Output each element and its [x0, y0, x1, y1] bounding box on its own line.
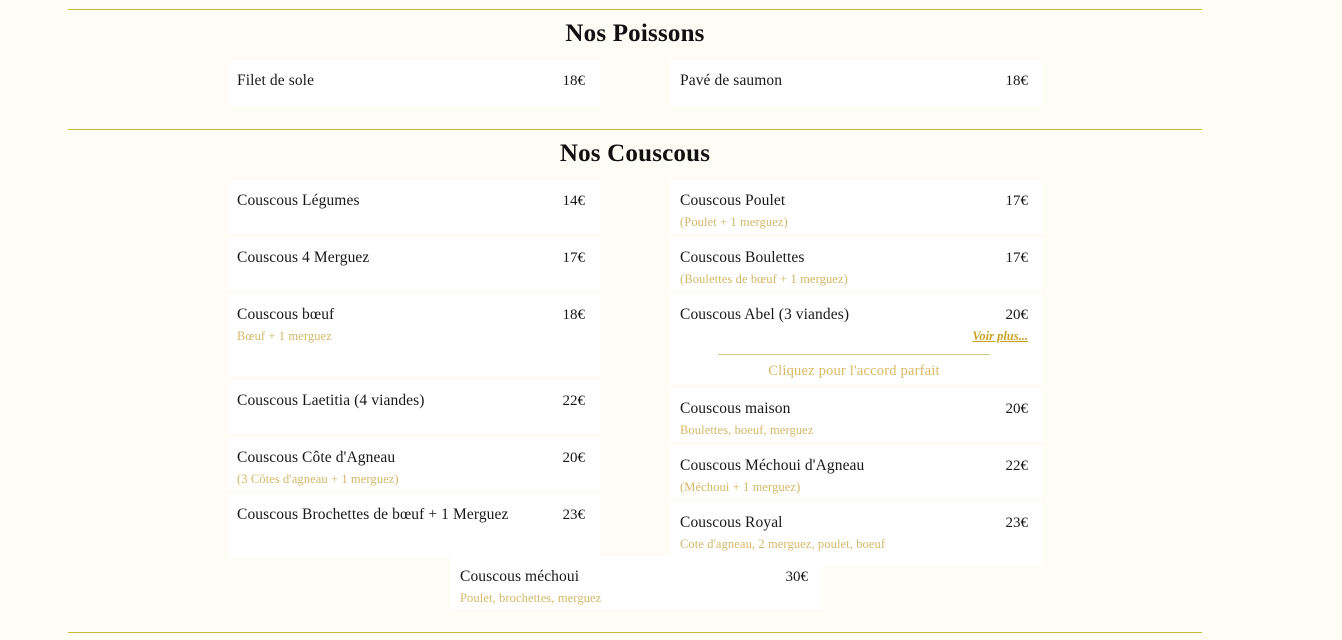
menu-item-row — [237, 305, 585, 324]
menu-grid-poissons — [228, 60, 1043, 111]
menu-item-name: Couscous Côte d'Agneau — [237, 449, 396, 466]
menu-item-row — [237, 71, 585, 90]
menu-item-card[interactable] — [228, 494, 600, 558]
menu-item-row — [680, 399, 1028, 418]
section-divider-top — [68, 9, 1202, 10]
menu-item-card[interactable] — [228, 180, 600, 233]
menu-item-card[interactable] — [228, 60, 600, 107]
menu-item-price: 20€ — [1005, 401, 1028, 417]
voir-plus-link[interactable]: Voir plus... — [972, 329, 1028, 344]
menu-item-price: 18€ — [1005, 73, 1028, 89]
menu-item-price: 23€ — [562, 507, 585, 523]
menu-item-description: (Boulettes de bœuf + 1 merguez) — [680, 272, 848, 287]
menu-item-price: 18€ — [562, 307, 585, 323]
menu-item-card[interactable] — [671, 388, 1043, 441]
menu-item-description: Poulet, brochettes, merguez — [460, 591, 602, 606]
menu-item-description: Bœuf + 1 merguez — [237, 329, 332, 344]
menu-item-price: 22€ — [562, 393, 585, 409]
menu-item-row — [460, 567, 808, 586]
menu-item-price: 17€ — [1005, 193, 1028, 209]
menu-item-row — [680, 456, 1028, 475]
menu-item-row — [680, 248, 1028, 267]
menu-item-description: Boulettes, boeuf, merguez — [680, 423, 814, 438]
section-divider-bottom — [68, 632, 1202, 633]
menu-item-price: 20€ — [562, 450, 585, 466]
menu-item-price: 17€ — [1005, 250, 1028, 266]
menu-column-right-couscous — [671, 180, 1043, 570]
menu-item-description: (Poulet + 1 merguez) — [680, 215, 788, 230]
menu-item-card-featured[interactable] — [451, 556, 823, 609]
section-divider-middle — [68, 129, 1202, 130]
menu-column-left-poissons — [228, 60, 600, 111]
menu-item-description: (3 Côtes d'agneau + 1 merguez) — [237, 472, 399, 487]
menu-item-card[interactable] — [671, 237, 1043, 290]
menu-item-row — [680, 513, 1028, 532]
menu-item-card[interactable] — [671, 60, 1043, 107]
menu-item-row — [237, 505, 585, 524]
menu-item-price: 18€ — [562, 73, 585, 89]
menu-item-price: 14€ — [562, 193, 585, 209]
menu-item-card[interactable] — [228, 294, 600, 376]
section-title-couscous: Nos Couscous — [559, 140, 711, 167]
menu-item-name: Couscous Poulet — [680, 192, 786, 209]
menu-item-row — [237, 191, 585, 210]
menu-item-name: Couscous Méchoui d'Agneau — [680, 457, 865, 474]
menu-item-row — [237, 391, 585, 410]
section-title-poissons: Nos Poissons — [565, 20, 705, 47]
menu-item-card[interactable] — [228, 237, 600, 290]
menu-item-card[interactable] — [671, 445, 1043, 498]
menu-item-name: Couscous Boulettes — [680, 249, 805, 266]
menu-item-name: Couscous bœuf — [237, 306, 335, 323]
menu-item-price: 20€ — [1005, 307, 1028, 323]
menu-column-left-couscous — [228, 180, 600, 570]
menu-item-row — [237, 448, 585, 467]
menu-item-price: 22€ — [1005, 458, 1028, 474]
menu-item-card[interactable] — [228, 380, 600, 433]
menu-item-name: Couscous Royal — [680, 514, 783, 531]
menu-item-description: Cote d'agneau, 2 merguez, poulet, boeuf — [680, 537, 886, 552]
menu-item-name: Couscous Légumes — [237, 192, 360, 209]
promo-divider — [718, 354, 990, 355]
menu-item-price: 17€ — [562, 250, 585, 266]
menu-item-name: Couscous Abel (3 viandes) — [680, 306, 850, 323]
menu-item-row — [680, 305, 1028, 324]
promo-link-row — [680, 327, 1028, 345]
menu-item-name: Couscous Brochettes de bœuf + 1 Merguez — [237, 506, 509, 523]
menu-item-card[interactable] — [671, 180, 1043, 233]
menu-item-name: Filet de sole — [237, 72, 315, 89]
menu-item-price: 23€ — [1005, 515, 1028, 531]
menu-item-description: (Méchoui + 1 merguez) — [680, 480, 801, 495]
menu-item-row — [680, 71, 1028, 90]
menu-item-row — [680, 191, 1028, 210]
menu-item-row — [237, 248, 585, 267]
menu-item-card[interactable] — [228, 437, 600, 490]
menu-column-right-poissons — [671, 60, 1043, 111]
menu-item-card-promo[interactable] — [671, 294, 1043, 384]
menu-item-name: Couscous Laetitia (4 viandes) — [237, 392, 425, 409]
promo-cta-label[interactable]: Cliquez pour l'accord parfait — [768, 363, 940, 380]
menu-item-name: Couscous 4 Merguez — [237, 249, 370, 266]
menu-item-name: Pavé de saumon — [680, 72, 783, 89]
menu-item-name: Couscous méchoui — [460, 568, 580, 585]
menu-grid-couscous — [228, 180, 1043, 570]
menu-item-price: 30€ — [785, 569, 808, 585]
menu-item-name: Couscous maison — [680, 400, 791, 417]
